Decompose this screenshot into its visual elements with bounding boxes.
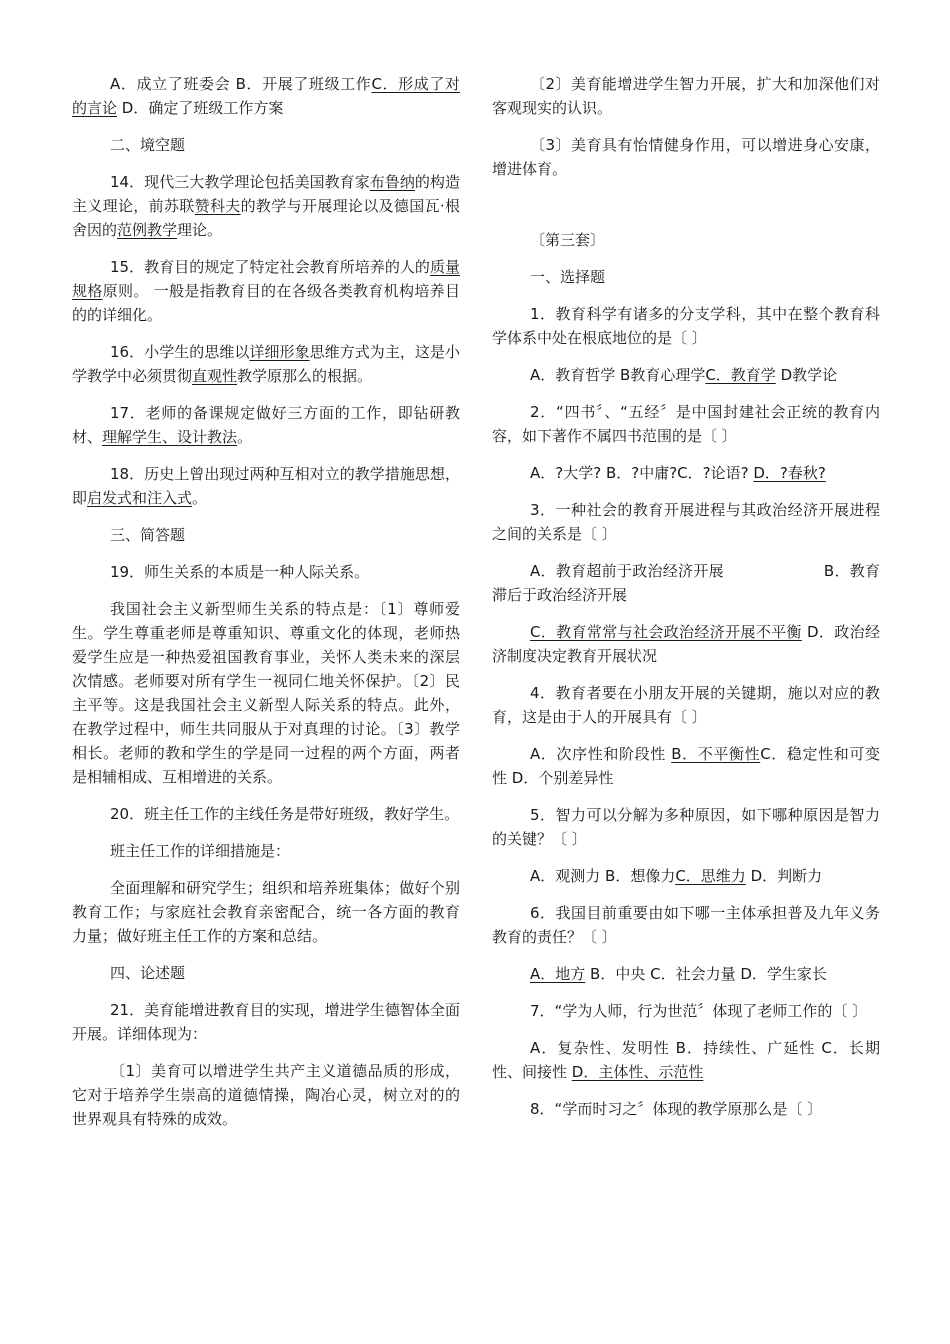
q21-point-1: 〔1〕美育可以增进学生共产主义道德品质的形成，它对于培养学生崇高的道德情操，陶冶心灵，树立对的的世界观具有特殊的成效。 xyxy=(72,1062,460,1128)
q6-options xyxy=(492,962,880,986)
q15-answer-1: 质量规格 xyxy=(72,258,460,300)
q20: 20．班主任工作的主线任务是带好班级，教好学生。 xyxy=(110,805,460,823)
q14-answer-1: 布鲁纳 xyxy=(369,173,415,191)
q4-answer-b: B．不平衡性 xyxy=(671,745,761,763)
q18-answer-1: 启发式和注入式 xyxy=(87,489,193,507)
q2-option-abc: A．?大学? B．?中庸?C．?论语? xyxy=(530,464,754,482)
q17-text: 。 xyxy=(237,428,253,446)
q14 xyxy=(72,170,460,242)
q5: 5．智力可以分解为多种原因，如下哪种原因是智力的关键？〔 〕 xyxy=(492,806,880,848)
q1-option-d: D教学论 xyxy=(775,366,838,384)
q14-answer-3: 范例教学 xyxy=(117,221,178,239)
q3-options-ab xyxy=(492,559,880,607)
q14-answer-2: 赞科夫 xyxy=(194,197,241,215)
q16-text: 思维方式为主，这是小学教学中必须贯彻 xyxy=(72,343,460,385)
q16-text: 16．小学生的思维以 xyxy=(110,343,250,361)
q1-options xyxy=(492,363,880,387)
q5-options xyxy=(492,864,880,888)
q14-text: 14．现代三大教学理论包括美国教育家 xyxy=(110,173,370,191)
q6-answer-a: A．地方 xyxy=(530,965,586,983)
q14-text: 的教学与开展理论以及德国瓦·根舍因的 xyxy=(72,197,460,239)
q4-options xyxy=(492,742,880,790)
q19: 19．师生关系的本质是一种人际关系。 xyxy=(110,563,370,581)
q13-option-ab: A．成立了班委会 B．开展了班级工作 xyxy=(110,75,372,93)
q13-option-d: D．确定了班级工作方案 xyxy=(117,99,284,117)
right-column xyxy=(492,72,880,1134)
q18 xyxy=(72,462,460,510)
q5-answer-c: C．思维力 xyxy=(675,867,746,885)
q21: 21．美育能增进教育目的实现，增进学生德智体全面开展。详细体现为： xyxy=(72,1001,460,1043)
q7-answer-d: D．主体性、示范性 xyxy=(571,1063,704,1081)
q4-option-cd: C．稳定性和可变性 D．个别差异性 xyxy=(492,745,880,787)
q17-answer-1: 理解学生、设计教法 xyxy=(102,428,238,446)
spacer xyxy=(492,194,880,228)
q13-options xyxy=(72,72,460,120)
q16-text: 教学原那么的根据。 xyxy=(237,367,373,385)
q14-text: 理论。 xyxy=(177,221,223,239)
q17-text: 17．老师的备课规定做好三方面的工作，即钻研教材、 xyxy=(72,404,460,446)
q8: 8．“学而时习之〞体现的教学原那么是〔 〕 xyxy=(530,1100,823,1118)
q16-answer-2: 直观性 xyxy=(192,367,238,385)
q16 xyxy=(72,340,460,388)
q2-answer-d: D．?春秋? xyxy=(753,464,826,482)
q1-answer-c: C．教育学 xyxy=(705,366,776,384)
section-heading-fill: 二、境空题 xyxy=(110,136,186,154)
q4-option-a: A．次序性和阶段性 xyxy=(530,745,672,763)
q2-options xyxy=(492,461,880,485)
q7-option-abc: A．复杂性、发明性 B．持续性、广延性 C．长期性、间接性 xyxy=(492,1039,880,1081)
q2: 2．“四书〞、“五经〞是中国封建社会正统的教育内容，如下著作不属四书范围的是〔 〕 xyxy=(492,403,880,445)
q15 xyxy=(72,255,460,327)
q3-option-a: A．教育超前于政治经济开展 xyxy=(530,562,724,580)
q6-option-bcd: B．中央 C．社会力量 D．学生家长 xyxy=(585,965,827,983)
set-title: 〔第三套〕 xyxy=(530,231,606,249)
q3-answer-c: C．教育常常与社会政治经济开展不平衡 xyxy=(530,623,802,641)
q17 xyxy=(72,401,460,449)
q20-measures: 全面理解和研究学生；组织和培养班集体；做好个别教育工作；与家庭社会教育亲密配合，统一各方面的教育力量；做好班主任工作的方案和总结。 xyxy=(72,879,460,945)
q7-options xyxy=(492,1036,880,1084)
q7: 7．“学为人师，行为世范〞体现了老师工作的〔 〕 xyxy=(530,1002,868,1020)
q3-options-cd xyxy=(492,620,880,668)
q16-answer-1: 详细形象 xyxy=(249,343,310,361)
q15-text: 15．教育目的规定了特定社会教育所培养的人的 xyxy=(110,258,430,276)
q5-option-ab: A．观测力 B．想像力 xyxy=(530,867,676,885)
q18-text: 18．历史上曾出现过两种互相对立的教学措施思想，即 xyxy=(72,465,460,507)
q3: 3．一种社会的教育开展进程与其政治经济开展进程之间的关系是〔 〕 xyxy=(492,501,880,543)
q20-measures-title: 班主任工作的详细措施是： xyxy=(110,842,291,860)
q1: 1．教育科学有诸多的分支学科，其中在整个教育科学体系中处在根底地位的是〔 〕 xyxy=(492,305,880,347)
q3-option-d: D．政治经济制度决定教育开展状况 xyxy=(492,623,880,665)
q18-text: 。 xyxy=(192,489,208,507)
q14-text: 的构造主义理论，前苏联 xyxy=(72,173,460,215)
q6: 6．我国目前重要由如下哪一主体承担普及九年义务教育的责任？〔 〕 xyxy=(492,904,880,946)
q3-option-b: B．教育滞后于政治经济开展 xyxy=(492,562,880,604)
left-column xyxy=(72,72,460,1144)
section-heading-essay: 四、论述题 xyxy=(110,964,186,982)
q13-answer-c: C．形成了对的言论 xyxy=(72,75,460,117)
q15-text: 原则。 一般是指教育目的在各级各类教育机构培养目的的详细化。 xyxy=(72,282,460,324)
q5-option-d: D．判断力 xyxy=(745,867,823,885)
section-heading-short-answer: 三、简答题 xyxy=(110,526,186,544)
q4: 4．教育者要在小朋友开展的关键期，施以对应的教育，这是由于人的开展具有〔 〕 xyxy=(492,684,880,726)
q21-point-3: 〔3〕美育具有怡情健身作用，可以增进身心安康，增进体育。 xyxy=(492,136,880,178)
q19-detail: 我国社会主义新型师生关系的特点是：〔1〕尊师爱生。学生尊重老师是尊重知识、尊重文化的体现，老师热爱学生应是一种热爱祖国教育事业，关怀人类未来的深层次情感。老师要对所有学生一视同仁地关怀保护。〔2〕民主平等。这是我国社会主义新型人际关系的特点。此外，在教学过程中，师生共同服从于对真理的讨论。〔3〕教学相长。老师的教和学生的学是同一过程的两个方面，两者是相辅相成、互相增进的关系。 xyxy=(72,600,460,786)
q21-point-2: 〔2〕美育能增进学生智力开展，扩大和加深他们对客观现实的认识。 xyxy=(492,75,880,117)
section-heading-choice: 一、选择题 xyxy=(530,268,606,286)
q1-option-ab: A．教育哲学 B教育心理学 xyxy=(530,366,706,384)
